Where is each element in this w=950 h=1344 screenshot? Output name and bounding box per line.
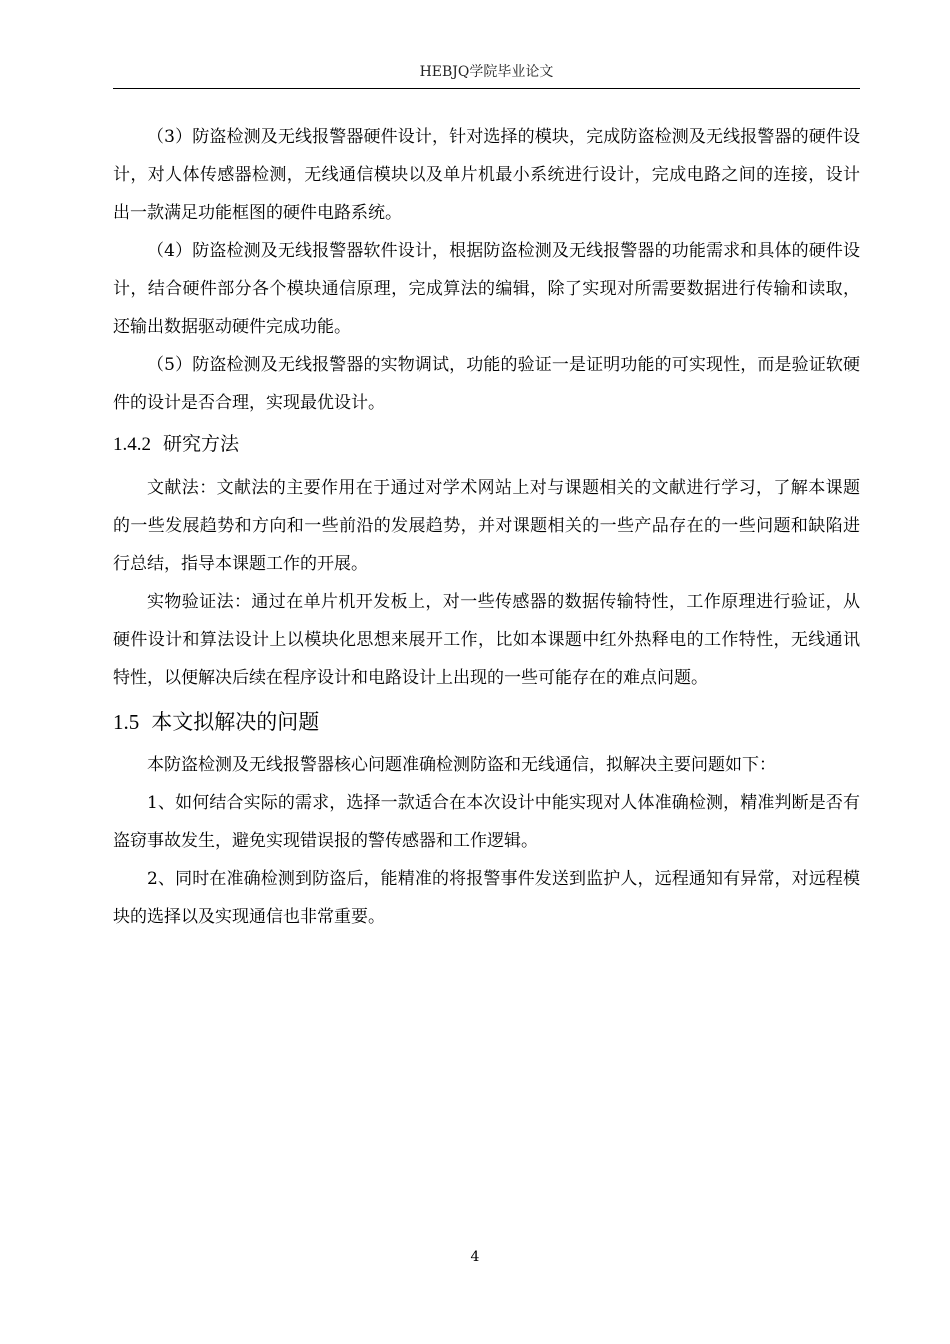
paragraph-hardware-design: （3）防盗检测及无线报警器硬件设计，针对选择的模块，完成防盗检测及无线报警器的硬件设计，对人体传感器检测，无线通信模块以及单片机最小系统进行设计，完成电路之间的连接，设计出一款满足功能框图的硬件电路系统。 [113,127,860,223]
document-body [113,118,860,936]
section-number: 1.5 [113,710,140,734]
page-number: 4 [470,1249,480,1265]
section-heading-problems [113,705,860,739]
header-divider [113,88,860,89]
section-number: 1.4.2 [113,434,151,455]
page-header: HEBJQ学院毕业论文 [419,64,554,80]
paragraph-problems-intro: 本防盗检测及无线报警器核心问题准确检测防盗和无线通信，拟解决主要问题如下： [147,755,776,775]
paragraph-experimental-method: 实物验证法：通过在单片机开发板上，对一些传感器的数据传输特性，工作原理进行验证，从硬件设计和算法设计上以模块化思想来展开工作，比如本课题中红外热释电的工作特性，无线通讯特性，以便解决后续在程序设计和电路设计上出现的一些可能存在的难点问题。 [113,592,860,688]
paragraph-problem-1: 1、如何结合实际的需求，选择一款适合在本次设计中能实现对人体准确检测，精准判断是否有盗窃事故发生，避免实现错误报的警传感器和工作逻辑。 [113,793,860,851]
section-title: 研究方法 [163,433,240,455]
paragraph-software-design: （4）防盗检测及无线报警器软件设计，根据防盗检测及无线报警器的功能需求和具体的硬件设计，结合硬件部分各个模块通信原理，完成算法的编辑，除了实现对所需要数据进行传输和读取，还输出数据驱动硬件完成功能。 [113,241,860,337]
paragraph-literature-method: 文献法：文献法的主要作用在于通过对学术网站上对与课题相关的文献进行学习，了解本课题的一些发展趋势和方向和一些前沿的发展趋势，并对课题相关的一些产品存在的一些问题和缺陷进行总结，指导本课题工作的开展。 [113,478,860,574]
section-title: 本文拟解决的问题 [151,710,320,734]
section-heading-research-methods [113,429,860,460]
paragraph-problem-2: 2、同时在准确检测到防盗后，能精准的将报警事件发送到监护人，远程通知有异常，对远程模块的选择以及实现通信也非常重要。 [113,869,860,927]
paragraph-debugging: （5）防盗检测及无线报警器的实物调试，功能的验证一是证明功能的可实现性，而是验证软硬件的设计是否合理，实现最优设计。 [113,355,860,413]
